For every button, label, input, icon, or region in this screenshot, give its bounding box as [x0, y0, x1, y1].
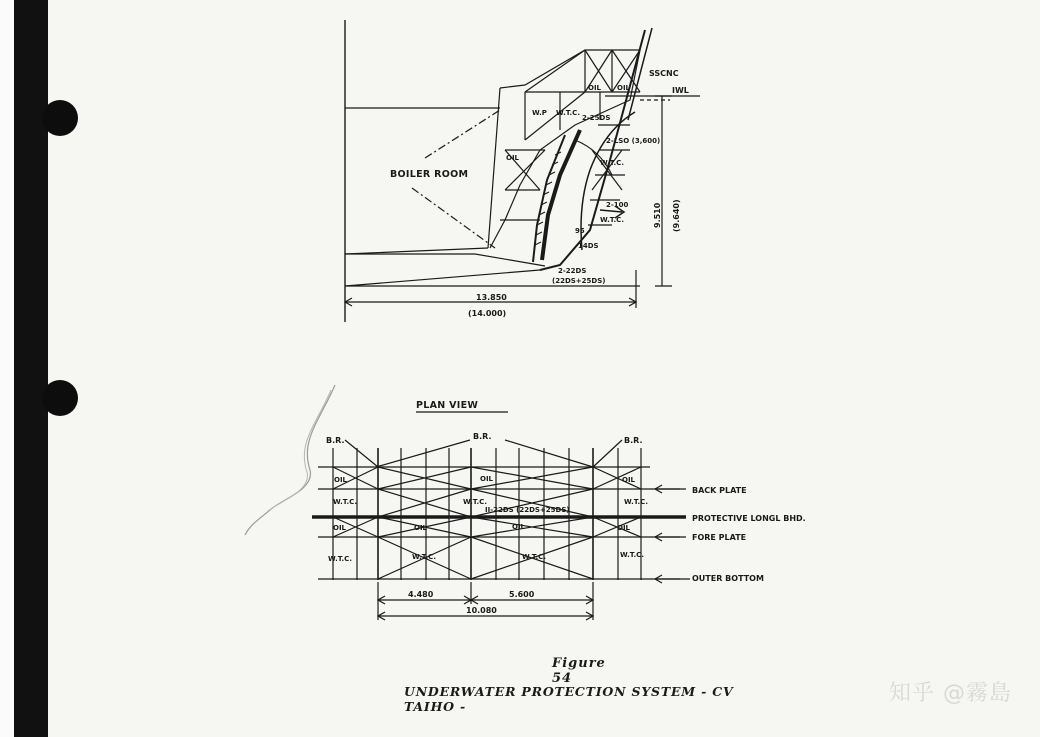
height-paren-label: (9.640)	[672, 199, 681, 232]
plates-bottom-paren-label: (22DS+25DS)	[552, 277, 606, 285]
iwl-label: IWL	[672, 86, 689, 95]
sscnc-label: SSCNC	[649, 69, 679, 78]
wtc-label-plan-4: W.T.C.	[328, 555, 352, 563]
height-value-label: 9.510	[653, 202, 662, 228]
bracket-plates-label: 2-25DS	[582, 114, 611, 122]
lso-label: 2-LSO (3,600)	[606, 137, 661, 145]
width-paren-label: (14.000)	[468, 309, 507, 318]
wtc-label-plan-5: W.T.C.	[412, 553, 436, 561]
oil-label-plan-4: OIL	[333, 524, 347, 532]
wtc-label-plan-1: W.T.C.	[333, 498, 357, 506]
wtc-label-plan-6: W.T.C.	[522, 553, 546, 561]
oil-label-plan-7: OIL	[617, 524, 631, 532]
width-value-label: 13.850	[476, 293, 507, 302]
plates-bottom-label: 2-22DS	[558, 267, 587, 275]
figure-title: UNDERWATER PROTECTION SYSTEM - CV TAIHO -	[404, 684, 734, 714]
protective-bhd-label: PROTECTIVE LONGL BHD.	[692, 514, 806, 523]
br-right-label: B.R.	[624, 436, 643, 445]
wtc-label-section-3: W.T.C.	[600, 216, 624, 224]
dim-140-label: 14DS	[578, 242, 599, 250]
section-labels	[390, 69, 689, 318]
center-plates-note: II-22DS (22DS+25DS)	[485, 506, 570, 514]
dim-95-label: 95	[575, 227, 585, 235]
oil-label-plan-1: OIL	[334, 476, 348, 484]
fore-plate-label: FORE PLATE	[692, 533, 747, 542]
watermark: 知乎 @霧島	[889, 681, 1012, 706]
back-plate-label: BACK PLATE	[692, 486, 747, 495]
oil-label-section-2: OIL	[617, 84, 631, 92]
wtc-label-section-2: W.T.C.	[600, 159, 624, 167]
wtc-label-plan-3: W.T.C.	[624, 498, 648, 506]
outer-bottom-label: OUTER BOTTOM	[692, 574, 764, 583]
oil-label-plan-5: OIL	[414, 524, 428, 532]
oil-label-plan-2: OIL	[480, 475, 494, 483]
br-left-label: B.R.	[326, 436, 345, 445]
oil-label-plan-6: OIL	[512, 523, 526, 531]
figure-number: Figure 54	[552, 656, 606, 686]
oil-label-section-1: OIL	[588, 84, 602, 92]
oil-label-plan-3: OIL	[622, 476, 636, 484]
br-mid-label: B.R.	[473, 432, 492, 441]
dim-b-label: 5.600	[509, 590, 535, 599]
wtc-label-plan-7: W.T.C.	[620, 551, 644, 559]
dim-a-label: 4.480	[408, 590, 434, 599]
boiler-room-label: BOILER ROOM	[390, 169, 469, 180]
dim-total-label: 10.080	[466, 606, 497, 615]
wp-label: W.P	[532, 109, 547, 117]
wtc-label-plan-2: W.T.C.	[463, 498, 487, 506]
plan-labels	[326, 400, 806, 615]
dim-100-label: 2-100	[606, 201, 629, 209]
oil-label-section-3: OIL	[506, 154, 520, 162]
wtc-label-section-1: W.T.C.	[556, 109, 580, 117]
plan-view-title: PLAN VIEW	[416, 400, 479, 411]
